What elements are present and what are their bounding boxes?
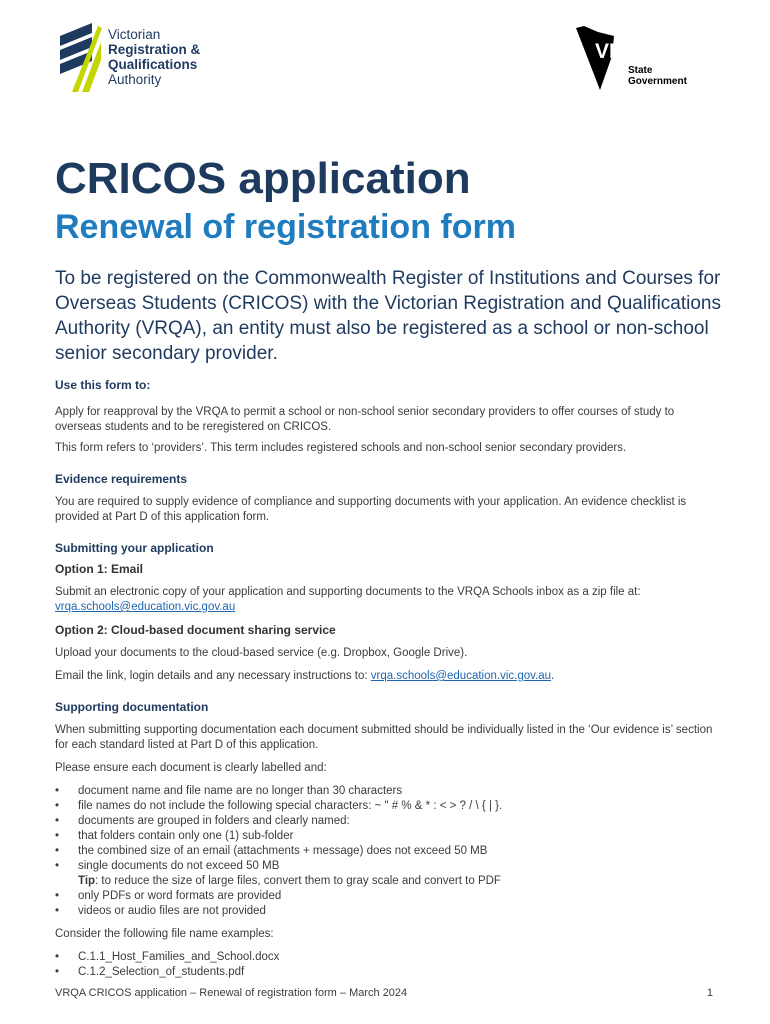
- tip-text: : to reduce the size of large files, convert them to gray scale and convert to PDF: [95, 875, 501, 887]
- labelling-rules-list: [55, 784, 715, 874]
- page-number: 1: [706, 987, 713, 999]
- tip-label: Tip: [78, 875, 96, 887]
- list-item: [55, 904, 715, 919]
- form-instructions: [55, 378, 715, 980]
- option-2-period: .: [551, 670, 555, 682]
- option-1-heading: Option 1: Email: [55, 562, 144, 576]
- use-form-paragraph-2: This form refers to ‘providers’. This term includes registered schools and non-school senior secondary providers.: [55, 442, 627, 454]
- vrqa-logo-line2: Registration &: [108, 42, 201, 57]
- list-item-text: that folders contain only one (1) sub-folder: [78, 830, 294, 842]
- list-item: [55, 844, 715, 859]
- bullet-icon: •: [55, 830, 60, 842]
- bullet-icon: •: [55, 951, 60, 963]
- bullet-icon: •: [55, 815, 60, 827]
- list-item-text: file names do not include the following special characters: ~ " # % & * : < > ? / \ { | }.: [78, 800, 503, 812]
- page-subtitle: Renewal of registration form: [55, 208, 516, 246]
- option-2-email-prompt: Email the link, login details and any necessary instructions to:: [55, 670, 368, 682]
- option-2-text-2: [55, 669, 715, 684]
- list-item-text: C.1.2_Selection_of_students.pdf: [78, 966, 245, 978]
- option-1-text: [55, 585, 715, 615]
- list-item-text: single documents do not exceed 50 MB: [78, 860, 280, 872]
- page-footer: [55, 987, 715, 999]
- state-text: State: [628, 65, 653, 76]
- list-item-text: C.1.1_Host_Families_and_School.docx: [78, 951, 280, 963]
- list-item: [55, 829, 715, 844]
- file-name-examples-list: [55, 950, 715, 980]
- option-2-email-link[interactable]: vrqa.schools@education.vic.gov.au: [370, 670, 552, 682]
- list-item: [55, 950, 715, 965]
- format-rules-list: [55, 889, 715, 919]
- bullet-icon: •: [55, 785, 60, 797]
- submitting-heading: Submitting your application: [55, 541, 214, 555]
- bullet-icon: •: [55, 905, 60, 917]
- bullet-icon: •: [55, 966, 60, 978]
- list-item-text: only PDFs or word formats are provided: [78, 890, 282, 902]
- option-2-heading: Option 2: Cloud-based document sharing service: [55, 623, 336, 637]
- list-item: [55, 799, 715, 814]
- list-item-text: videos or audio files are not provided: [78, 905, 266, 917]
- list-item: [55, 859, 715, 874]
- state-government-text: [628, 65, 687, 87]
- examples-intro: Consider the following file name examples:: [55, 928, 274, 940]
- victoria-government-logo: [576, 26, 706, 92]
- government-text: Government: [628, 76, 687, 87]
- option-1-description: Submit an electronic copy of your application and supporting documents to the VRQA Schools inbox as a zip file at:: [55, 586, 641, 598]
- bullet-icon: •: [55, 800, 60, 812]
- evidence-paragraph: You are required to supply evidence of compliance and supporting documents with your application. An evidence checklist is provided at Part D of this application form.: [55, 496, 687, 523]
- use-form-paragraph-1: Apply for reapproval by the VRQA to permit a school or non-school senior secondary providers to offer courses of study to overseas students and to be reregistered on CRICOS.: [55, 406, 675, 433]
- vrqa-logo-line3: Qualifications: [108, 57, 198, 72]
- list-item: [55, 784, 715, 799]
- intro-paragraph: To be registered on the Commonwealth Register of Institutions and Courses for Overseas Students (CRICOS) with the Victorian Registration and Qualifications Authority (VRQA), an entity must also be registered as a school or non-school senior secondary provider.: [55, 268, 722, 364]
- list-item: [55, 814, 715, 829]
- victoria-wordmark: VICTORIA: [595, 40, 695, 63]
- vrqa-mark-icon: [58, 22, 104, 96]
- option-1-email-link[interactable]: vrqa.schools@education.vic.gov.au: [55, 601, 236, 613]
- bullet-icon: •: [55, 845, 60, 857]
- vrqa-logo: [58, 22, 228, 96]
- vrqa-logo-line4: Authority: [108, 72, 162, 87]
- list-item-text: document name and file name are no longer than 30 characters: [78, 785, 403, 797]
- vrqa-logo-line1: Victorian: [108, 27, 161, 42]
- bullet-icon: •: [55, 860, 60, 872]
- evidence-heading: Evidence requirements: [55, 472, 188, 486]
- footer-text: VRQA CRICOS application – Renewal of registration form – March 2024: [55, 987, 408, 999]
- tip-note: [55, 874, 715, 889]
- use-form-heading: Use this form to:: [55, 378, 151, 392]
- list-item: [55, 965, 715, 980]
- supporting-paragraph-2: Please ensure each document is clearly labelled and:: [55, 762, 327, 774]
- vrqa-logo-words: [108, 27, 200, 87]
- bullet-icon: •: [55, 890, 60, 902]
- option-2-text-1: Upload your documents to the cloud-based service (e.g. Dropbox, Google Drive).: [55, 647, 468, 659]
- supporting-paragraph-1: When submitting supporting documentation each document submitted should be individually listed in the ‘Our evidence is’ section for each standard listed at Part D of this application.: [55, 724, 713, 751]
- list-item: [55, 889, 715, 904]
- supporting-heading: Supporting documentation: [55, 700, 209, 714]
- page-title: CRICOS application: [55, 154, 471, 203]
- list-item-text: documents are grouped in folders and clearly named:: [78, 815, 350, 827]
- list-item-text: the combined size of an email (attachments + message) does not exceed 50 MB: [78, 845, 488, 857]
